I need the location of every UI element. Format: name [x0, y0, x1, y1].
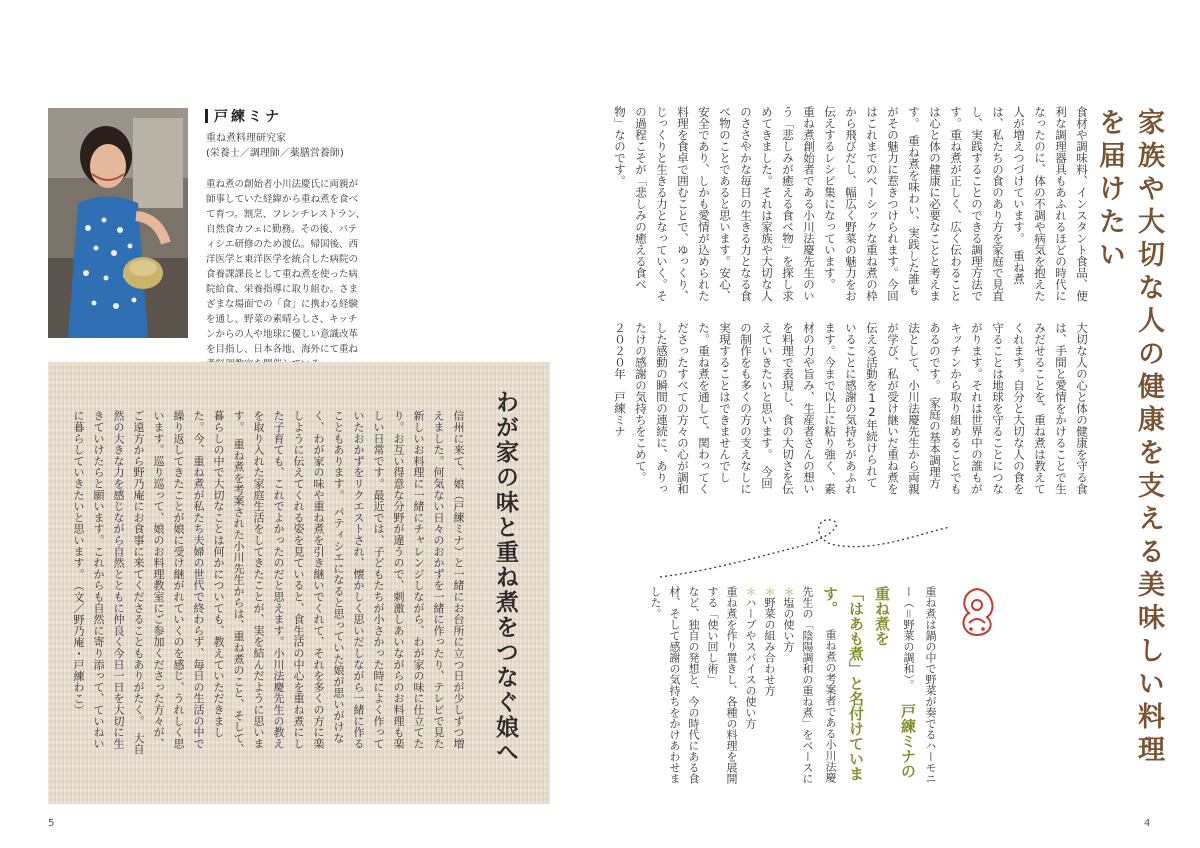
bullet-icon: ＊ [744, 586, 757, 597]
author-qualifications: (栄養士／調理師／薬膳営養師) [206, 148, 344, 159]
concept-basis: 重ね煮の考案者である小川法慶先生の「陰陽調和の重ね煮」をベースに [801, 586, 837, 784]
concept-points-tail: 重ね煮を作り置きし、各種の料理を展開する「使い回し術」 [706, 586, 738, 784]
concept-point: 塩の使い方 [782, 597, 795, 652]
mother-letter-panel [48, 362, 550, 804]
bullet-icon: ＊ [782, 586, 795, 597]
body-upper: 食材や調味料、インスタント食品、便利な調理器具もあふれるほどの時代になったのに、体の不調や病気を抱えた人が増えつづけています。 重ね煮は、私たちの食のあり方を家庭で見直し、実践することのできる調理方法です。重ね煮が正しく、広く伝わることは心と体の健康に必要なことと考えます。 重ね煮を味わい、実践した誰もがその魅力に惹きつけられます。今回はこれまでのベーシックな重ね煮の枠から飛びだし、幅広く野菜の魅力をお伝えするレシピ集になっています。 重ね煮創始者である小川法慶先生のいう「悲しみが癒える食べ物」を探し求めてきました。それは家族や大切な人のささやかな毎日の生きる力となる食べ物のことであると思います。安心、安全であり、しかも愛情が込められた料理を食卓で囲むことで、ゆっくり、じっくりと生きる力となっていく。その過程こそが「悲しみの癒える食べ物」なのです。 [613, 106, 1089, 302]
concept-closing: など、独自の発想と、今の時代にある食材、そして感謝の気持ちをかけあわせました。 [649, 586, 700, 784]
panel-body: 信州に来て、娘（戸練ミナ）と一緒にお台所に立つ日が少しずつ増えました。何気ない日々のおかずを一緒に作ったり、テレビで見た新しいお料理に一緒にチャレンジしながら、わが家の味に仕立てたり。お互い得意な分野が違うので、刺激しあいながらのお料理も楽しい日常です。最近では、子どもたちが小さかった時によく作っていたおかずをリクエストされ、懐かしく思いだしながら一緒に作ることもあります。 パティシエになると思っていた娘が思いがけなく、わが家の味や重ね煮を引き継いでくれて、それを多くの方に楽しように伝えてくれる姿を見ていると、食生活の中心を重ね煮にした子育ても、これでよかったのだと思えます。小川法慶先生の教えを取り入れた家庭生活をしてきたことが、実を結んだように思います。 重ね煮を考案された小川先生からは、重ね煮のこと、そして、暮らしの中で大切なことは何かについても、教えていただきました。今、重ね煮が私たち夫婦の世代で終わらず、毎日の生活の中で繰り返してきたことが娘に受け継がれていくのを感じ、うれしく思います。巡り巡って、娘のお料理教室にご参加くださった方々が、ご遠方から野乃庵にお食事に来てくださることもありがたく。 大自然の大きな力を感じながら自然とともに仲良く今日一日を大切に生きていけたらと願います。これからも自然に寄り添って、ていねいに暮らしていきたいと思います。 （文／野乃庵・戸練わこ） [72, 410, 465, 755]
main-title: 家族や大切な人の健康を支える美味しい料理を届けたい [1094, 108, 1164, 768]
hamoni-concept [646, 586, 940, 792]
author-name [205, 106, 282, 126]
author-photo-illustration [48, 108, 188, 338]
name-bar [205, 109, 208, 123]
concept-name-line2: 「はあも煮」と名付けています。 [821, 586, 865, 781]
concept-intro: 重ね煮は鍋の中で野菜が奏でるハーモニー（＝野菜の調和）。 [902, 586, 937, 784]
body-lower: 大切な人の心と体の健康を守る食は、手間と愛情をかけることで生みだせることを、重ね煮は教えてくれます。自分と大切な人の食を守ることは地球を守ることにつながります。それは世界中の誰もがキッチンから取り組めることでもあるのです。 家庭の基本調理方法として、小川法慶先生から両親が学び、私が受け継いだ重ね煮を伝える活動を12年続けられていることに感謝の気持ちがあふれます。今まで以上に粘り強く、素材の力や旨み、生産者さんの想いを料理で表現し、食の大切さを伝えていきたいと思います。 今回の制作をも多くの方の支えなしに実現することはできませんでした。重ね煮を通して、関わってくださったすべての方々の心が調和した感動の瞬間の連続に、ありったけの感謝の気持ちをこめて。 ２０２０年 戸練ミナ [613, 322, 1089, 495]
concept-point: 野菜の組み合わせ方 [763, 597, 776, 696]
page-number-right: 4 [1144, 818, 1151, 829]
panel-title: わが家の味と重ね煮をつなぐ娘へ [492, 390, 518, 765]
author-name-text: 戸練ミナ [214, 109, 282, 125]
bullet-icon: ＊ [763, 586, 776, 597]
dotted-loop-divider [655, 515, 955, 585]
author-role: 重ね煮料理研究家 [206, 133, 286, 144]
hamoni-logo-icon [955, 585, 999, 641]
concept-point: ハーブやスパイスの使い方 [744, 597, 757, 729]
author-photo [48, 108, 188, 338]
author-bio: 重ね煮の創始者小川法慶氏に両親が師事していた経緯から重ね煮を食べて育つ。割烹、フレンチレストラン、自然食カフェに勤務。その後、パティシエ研修のため渡仏。帰国後、西洋医学と東洋医学を統合した病院の食養課課長として重ね煮を使った病院給食、栄養指導に取り組む。さまざまな場面での「食」に携わる経験を通し、野菜の素晴らしさ、キッチンからの人や地球に優しい意識改革を目指し、日本各地、海外にて重ね [206, 179, 366, 355]
concept-name-line1: 戸練ミナの重ね煮を [873, 586, 917, 779]
page-number-left: 5 [48, 818, 55, 829]
